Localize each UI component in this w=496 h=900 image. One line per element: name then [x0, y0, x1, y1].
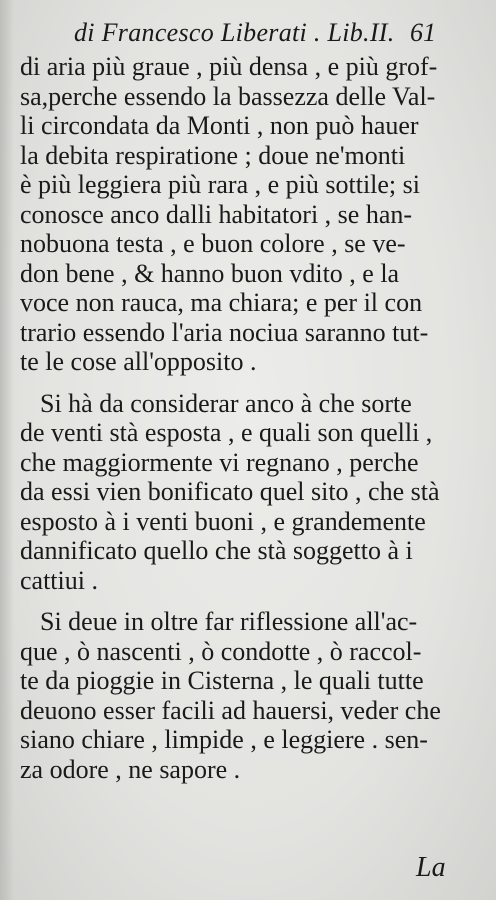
text-line: que , ò nascenti , ò condotte , ò raccol- [20, 636, 422, 666]
text-line: don bene , & hanno buon vdito , e la [20, 258, 400, 288]
running-head: di Francesco Liberati . Lib.II. [74, 18, 395, 47]
text-line: la debita respiratione ; doue ne'monti [20, 140, 406, 170]
text-line: Si hà da considerar anco à che sorte [40, 388, 412, 418]
text-line: cattiui . [20, 565, 98, 595]
text-line: siano chiare , limpide , e leggiere . sen- [20, 725, 428, 754]
text-line: deuono esser facili ad hauersi, veder che [20, 695, 441, 725]
paragraph [20, 607, 468, 784]
text-line: trario essendo l'aria nociua saranno tut- [20, 317, 429, 347]
text-line: da essi vien bonificato quel sito , che stà [20, 477, 440, 506]
text-line: di aria più graue , più densa , e più grof- [20, 52, 438, 81]
text-line: sa,perche essendo la bassezza delle Val- [20, 81, 436, 111]
catchword: La [416, 852, 446, 883]
text-line: za odore , ne sapore . [20, 754, 241, 784]
paragraph [20, 52, 468, 377]
page-edge-shadow [0, 0, 14, 900]
page-header [0, 18, 496, 50]
text-line: de venti stà esposta , e quali son quelli , [20, 418, 433, 447]
paragraph [20, 389, 468, 596]
text-line: dannificato quello che stà soggetto à i [20, 536, 413, 565]
text-line: che maggiormente vi regnano , perche [20, 447, 419, 477]
text-line: li circondata da Monti , non può hauer [20, 111, 419, 140]
text-line: te le cose all'opposito . [20, 347, 257, 376]
text-line: voce non rauca, ma chiara; e per il con [20, 288, 423, 317]
text-line: te da pioggie in Cisterna , le quali tutte [20, 666, 424, 695]
page-number: 61 [410, 18, 436, 47]
text-line: Si deue in oltre far riflessione all'ac- [40, 607, 418, 636]
text-line: esposto à i venti buoni , e grandemente [20, 506, 426, 536]
text-line: conosce anco dalli habitatori , se han- [20, 199, 413, 229]
text-line: è più leggiera più rara , e più sottile; si [20, 170, 420, 199]
text-line: nobuona testa , e buon colore , se ve- [20, 229, 406, 258]
body-text [20, 52, 468, 784]
